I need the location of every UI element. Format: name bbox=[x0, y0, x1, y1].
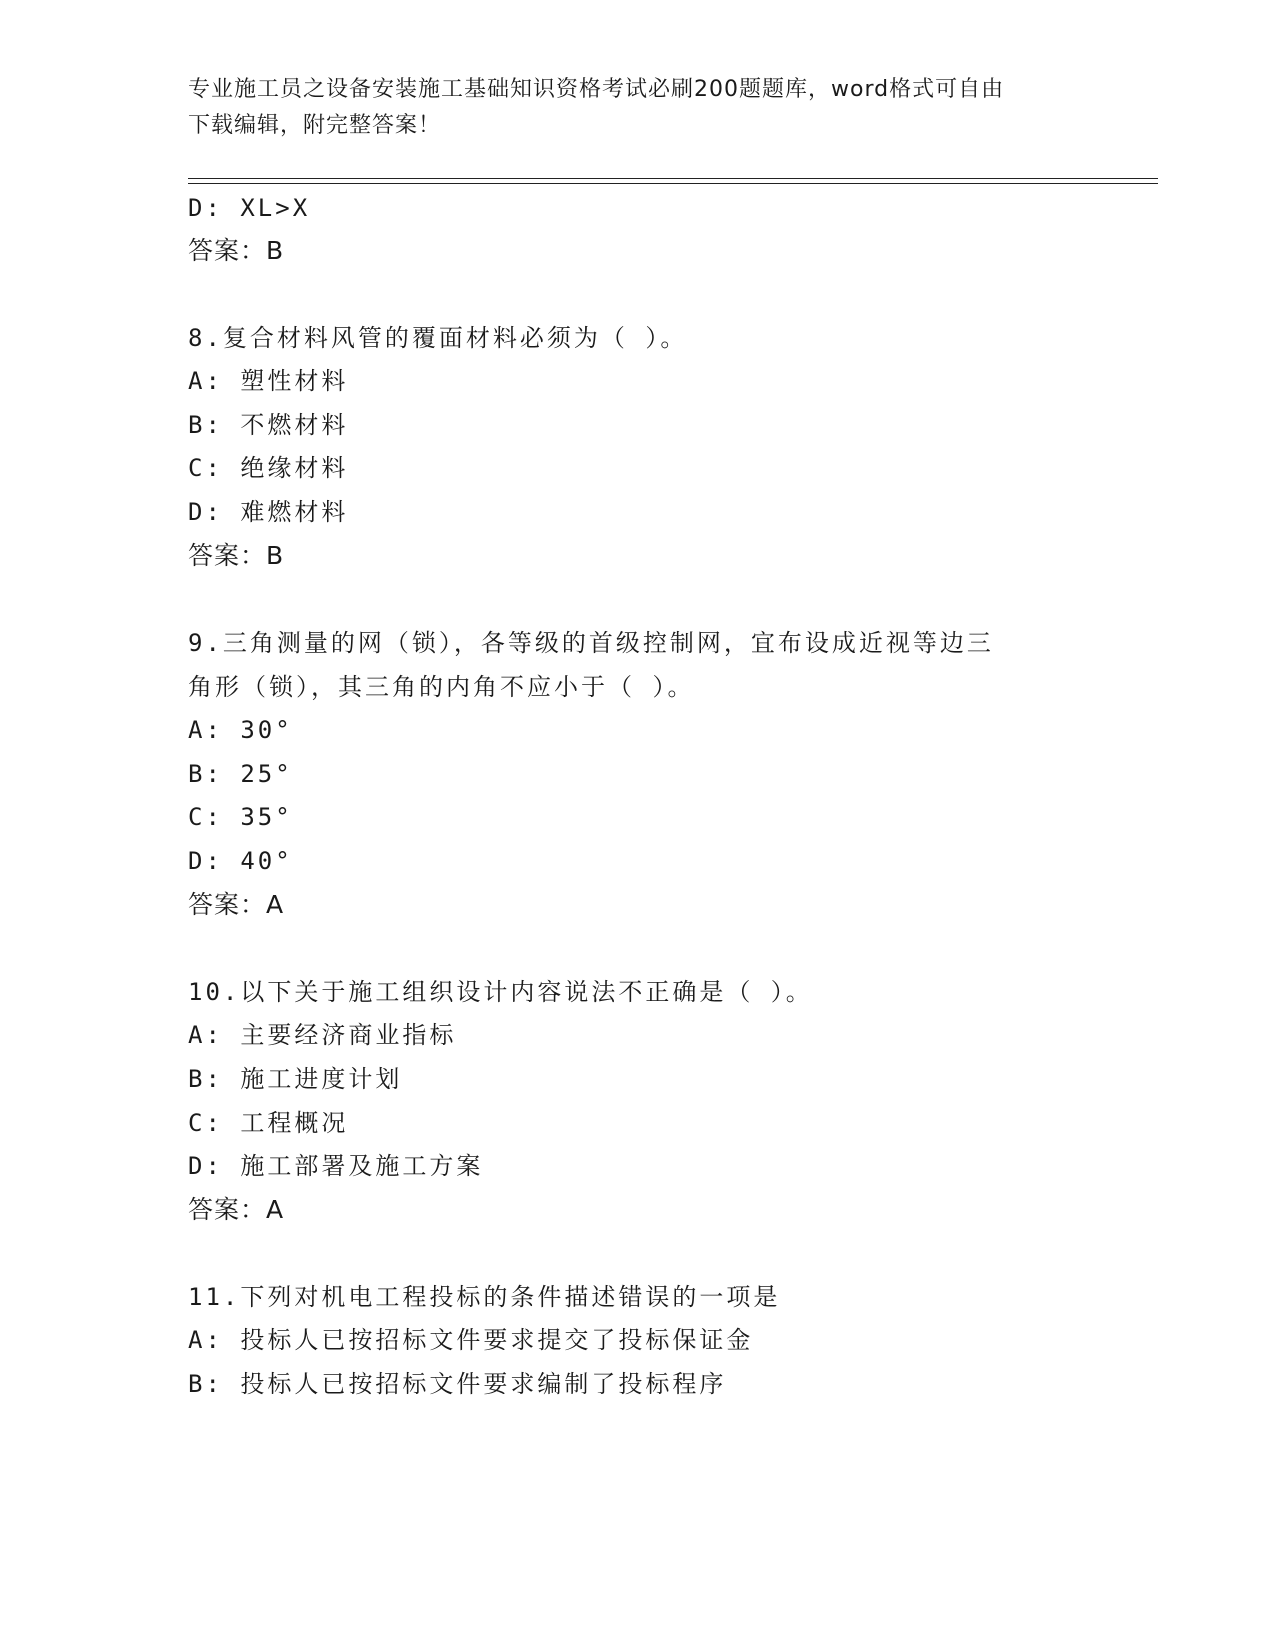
answer-line: 答案：A bbox=[188, 1195, 285, 1224]
header-rule-top bbox=[188, 178, 1158, 179]
option-line: B: 25° bbox=[188, 760, 293, 788]
option-line: B: 施工进度计划 bbox=[188, 1065, 403, 1093]
document-header bbox=[188, 72, 1068, 144]
header-line-2: 下载编辑，附完整答案！ bbox=[188, 113, 442, 138]
option-line: D: XL>X bbox=[188, 194, 311, 222]
option-line: B: 投标人已按招标文件要求编制了投标程序 bbox=[188, 1370, 727, 1398]
option-line: B: 不燃材料 bbox=[188, 411, 349, 439]
option-line: C: 工程概况 bbox=[188, 1109, 349, 1137]
question-stem: 角形（锁），其三角的内角不应小于（ ）。 bbox=[188, 673, 695, 701]
question-stem: 11.下列对机电工程投标的条件描述错误的一项是 bbox=[188, 1283, 781, 1311]
option-line: A: 30° bbox=[188, 716, 293, 744]
option-line: A: 主要经济商业指标 bbox=[188, 1021, 457, 1049]
option-line: A: 投标人已按招标文件要求提交了投标保证金 bbox=[188, 1326, 754, 1354]
answer-line: 答案：B bbox=[188, 236, 285, 265]
question-stem: 9.三角测量的网（锁），各等级的首级控制网，宜布设成近视等边三 bbox=[188, 629, 994, 657]
question-stem: 10.以下关于施工组织设计内容说法不正确是（ ）。 bbox=[188, 978, 813, 1006]
header-rule-bottom bbox=[188, 183, 1158, 184]
option-line: D: 施工部署及施工方案 bbox=[188, 1152, 484, 1180]
option-line: D: 难燃材料 bbox=[188, 498, 349, 526]
question-stem: 8.复合材料风管的覆面材料必须为（ ）。 bbox=[188, 324, 688, 352]
option-line: A: 塑性材料 bbox=[188, 367, 349, 395]
answer-line: 答案：A bbox=[188, 890, 285, 919]
option-line: C: 绝缘材料 bbox=[188, 454, 349, 482]
header-line-1: 专业施工员之设备安装施工基础知识资格考试必刷200题题库，word格式可自由 bbox=[188, 77, 1005, 102]
answer-line: 答案：B bbox=[188, 541, 285, 570]
option-line: C: 35° bbox=[188, 803, 293, 831]
option-line: D: 40° bbox=[188, 847, 293, 875]
